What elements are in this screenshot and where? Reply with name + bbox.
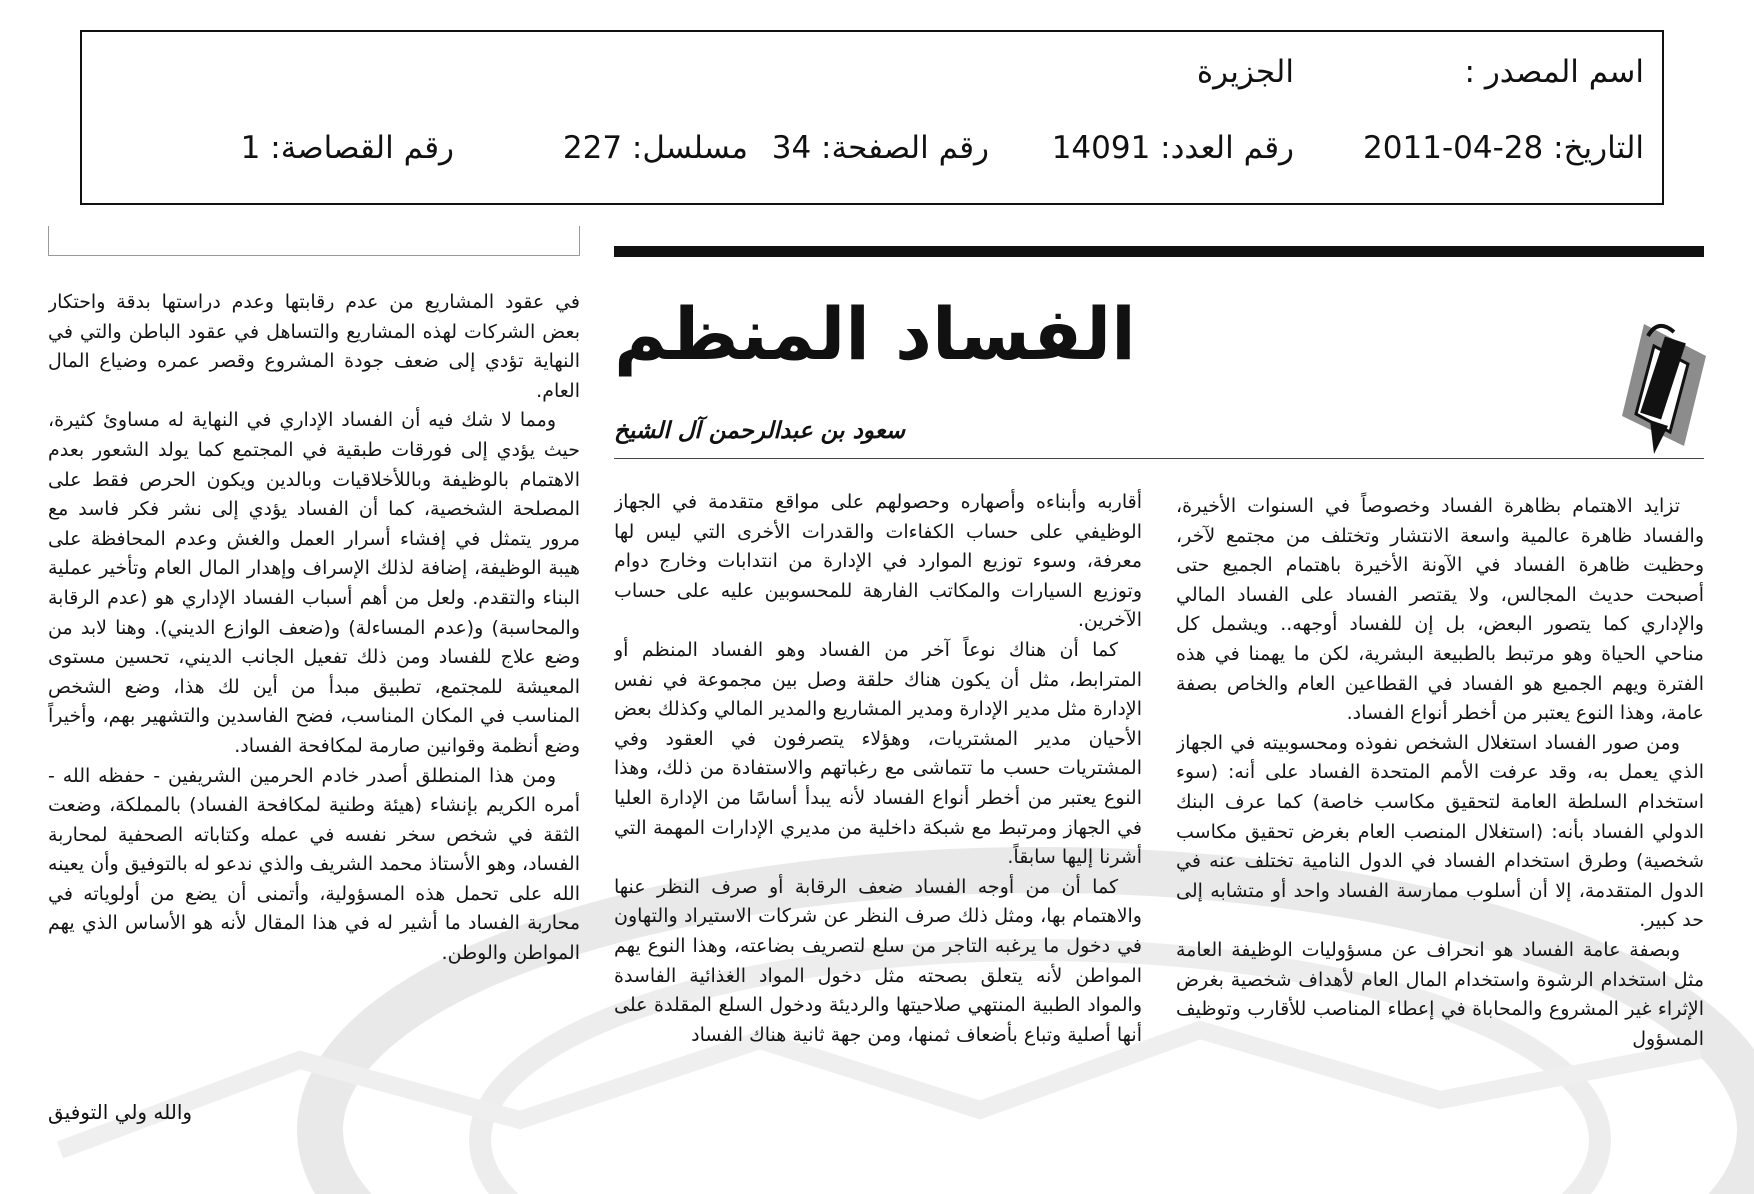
paragraph: ومما لا شك فيه أن الفساد الإداري في النهاية له مساوئ كثيرة، حيث يؤدي إلى فورقات طبقية في المجتمع كما يولد الشعور بعدم الاهتمام بالوظيفة وباللأخلاقيات وبالدين ويكون الحرص فقط على المصلحة الشخصية، كما أن الفساد يؤدي إلى نشر فكر فاسد مع مرور يتمثل في إفشاء أسرار العمل والغش وعدم المحافظة على هيبة الوظيفة، إضافة لذلك الإسراف وإهدار المال العام وتأخير عملية البناء والتقدم. ولعل من أهم أسباب الفساد الإداري هو (عدم الرقابة والمحاسبة) و(عدم المساءلة) و(ضعف الوازع الديني). وهنا لابد من وضع علاج للفساد ومن ذلك تفعيل الجانب الديني، تحسين مستوى المعيشة للمجتمع، تطبيق مبدأ من أين لك هذا، وضع الشخص المناسب في المكان المناسب، فضح الفاسدين والتشهير بهم، وأخيراً وضع أنظمة وقوانين صارمة لمكافحة الفساد. [48,409,580,757]
serial-field: مسلسل: 227 [562,130,748,166]
paragraph: ومن صور الفساد استغلال الشخص نفوذه ومحسوبيته في الجهاز الذي يعمل به، وقد عرفت الأمم المتحدة الفساد على أنه: (سوء استخدام السلطة العامة لتحقيق مكاسب خاصة) كما عرف البنك الدولي الفساد بأنه: (استغلال المنصب العام بغرض تحقيق مكاسب شخصية) وطرق استخدام الفساد في الدول النامية تختلف عنه في الدول المتقدمة، إلا أن أسلوب ممارسة الفساد واحد أو متشابه إلى حد كبير. [1176,731,1704,932]
source-value: الجزيرة [1196,54,1294,90]
paragraph: كما أن هناك نوعاً آخر من الفساد وهو الفساد المنظم أو المترابط، مثل أن يكون هناك حلقة وصل بين مجموعة في نفس الإدارة مثل مدير الإدارة ومدير المشاريع والمدير المالي وكذلك بعض الأحيان مدير المشتريات، وهؤلاء يتصرفون في العقود وفي المشتريات حسب ما تتماشى مع رغباتهم والاستفادة من ذلك، وهذا النوع يعتبر من أخطر أنواع الفساد لأنه يبدأ أساسًا من الإدارة العليا في الجهاز ومرتبط مع شبكة داخلية من مديري الإدارات المهمة التي أشرنا إليها سابقاً. [614,638,1142,869]
top-rule [614,246,1704,257]
author-byline: سعود بن عبدالرحمن آل الشيخ [614,418,906,444]
date-field: التاريخ: 28-04-2011 [1363,130,1644,166]
article-column-left [48,288,580,1152]
paragraph: وبصفة عامة الفساد هو انحراف عن مسؤوليات الوظيفة العامة مثل استخدام الرشوة واستخدام المال العام لأهداف شخصية بغرض الإثراء غير المشروع والمحاباة في إعطاء المناصب للأقارب وتوظيف المسؤول [1176,938,1704,1050]
paragraph: ومن هذا المنطلق أصدر خادم الحرمين الشريفين - حفظه الله - أمره الكريم بإنشاء (هيئة وطنية لمكافحة الفساد) بالمملكة، وضعت الثقة في شخص سخر نفسه في عمله وكتاباته الصحفية لمحاربة الفساد، وهو الأستاذ محمد الشريف والذي ندعو له بالتوفيق وأن يعينه الله على تحمل هذه المسؤولية، وأتمنى أن يضع من أولوياته في محاربة الفساد ما أشير له في هذا المقال لأنه هو الأساس الذي يهم المواطن والوطن. [48,764,580,965]
clipped-box-edge [48,226,580,256]
paragraph: أقاربه وأبناءه وأصهاره وحصولهم على مواقع متقدمة في الجهاز الوظيفي على حساب الكفاءات والقدرات الأخرى التي ليس لها معرفة، وسوء توزيع الموارد في الإدارة من انتدابات وخارج دوام وتوزيع السيارات والمكاتب الفارهة للمحسوبين عليه على حساب الآخرين. [614,491,1142,632]
clip-field: رقم القصاصة: 1 [240,130,454,166]
article-column-middle [614,488,1142,1152]
paragraph: كما أن من أوجه الفساد ضعف الرقابة أو صرف النظر عنها والاهتمام بها، ومثل ذلك صرف النظر عن شركات الاستيراد والتهاون في دخول ما يرغبه التاجر من سلع لتصريف بضاعته، وهذا النوع يهم المواطن لأنه يتعلق بصحته مثل دخول المواد الغذائية الفاسدة والمواد الطبية المنتهي صلاحيتها والرديئة ودخول السلع المقلدة على أنها أصلية وتباع بأضعاف ثمنها، ومن جهة ثانية هناك الفساد [614,875,1142,1046]
byline-rule [614,458,1704,459]
issue-field: رقم العدد: 14091 [1051,130,1294,166]
page-field: رقم الصفحة: 34 [771,130,989,166]
article-title: الفساد المنظم [614,292,1136,376]
source-info-box [80,30,1664,205]
article-column-right [1176,492,1704,1152]
signoff: والله ولي التوفيق [48,1100,193,1124]
source-label: اسم المصدر : [1464,54,1644,90]
pen-icon [1614,316,1706,458]
paragraph: تزايد الاهتمام بظاهرة الفساد وخصوصاً في السنوات الأخيرة، والفساد ظاهرة عالمية واسعة الانتشار وتختلف من مجتمع لآخر، وحظيت ظاهرة الفساد في الآونة الأخيرة باهتمام الجميع حتى أصبحت حديث المجالس، ولا يقتصر الفساد على الفساد المالي والإداري كما يتصور البعض، بل إن للفساد أوجهه.. ويشمل كل مناحي الحياة وهو مرتبط بالطبيعة البشرية، لكن ما يهمنا في هذه الفترة ويهم الجميع هو الفساد في القطاعين العام والخاص بصفة عامة، وهذا النوع يعتبر من أخطر أنواع الفساد. [1176,495,1704,725]
paragraph: في عقود المشاريع من عدم رقابتها وعدم دراستها بدقة واحتكار بعض الشركات لهذه المشاريع والتساهل في عقود الباطن والتي في النهاية تؤدي إلى ضعف جودة المشروع وقصر عمره وضياع المال العام. [48,291,580,402]
